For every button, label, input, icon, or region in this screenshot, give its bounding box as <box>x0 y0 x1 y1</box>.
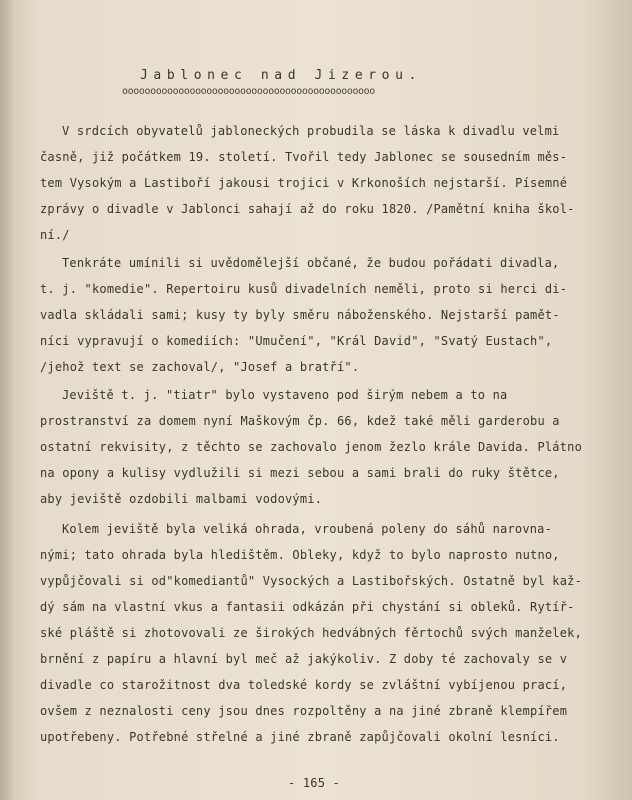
text-line: Kolem jeviště byla veliká ohrada, vroubená poleny do sáhů narovna- <box>62 522 553 536</box>
binding-shadow <box>0 0 14 800</box>
text-line: vypůjčovali si od"komediantů" Vysockých a Lastibořských. Ostatně byl kaž- <box>40 574 582 588</box>
text-line: vadla skládali sami; kusy ty byly směru náboženského. Nejstarší pamět- <box>40 308 560 322</box>
text-line: Jeviště t. j. "tiatr" bylo vystaveno pod širým nebem a to na <box>62 388 508 402</box>
text-line: dý sám na vlastní vkus a fantasii odkázán při chystání si obleků. Rytíř- <box>40 600 575 614</box>
text-line: /jehož text se zachoval/, "Josef a bratří". <box>40 360 360 374</box>
text-line: brnění z papíru a hlavní byl meč až jakýkoliv. Z doby té zachovaly se v <box>40 652 568 666</box>
text-line: prostranství za domem nyní Maškovým čp. 66, kdež také měli garderobu a <box>40 414 560 428</box>
text-line: ní./ <box>40 228 70 242</box>
text-line: nými; tato ohrada byla hledištěm. Obleky, když to bylo naprosto nutno, <box>40 548 560 562</box>
text-line: časně, již počátkem 19. století. Tvořil tedy Jablonec se sousedním měs- <box>40 150 568 164</box>
text-line: níci vypravují o komediích: "Umučení", "Král David", "Svatý Eustach", <box>40 334 553 348</box>
text-line: t. j. "komedie". Repertoiru kusů divadelních neměli, proto si herci di- <box>40 282 568 296</box>
text-line: aby jeviště ozdobili malbami vodovými. <box>40 492 323 506</box>
text-line: ské pláště si zhotovovali ze širokých hedvábných fěrtochů svých manželek, <box>40 626 582 640</box>
text-line: tem Vysokým a Lastiboří jakousi trojici v Krkonoších nejstarší. Písemné <box>40 176 568 190</box>
text-line: upotřebeny. Potřebné střelné a jiné zbraně zapůjčovali okolní lesníci. <box>40 730 560 744</box>
text-line: divadle co starožitnost dva toledské kordy se zvláštní vybíjenou prací, <box>40 678 568 692</box>
text-line: V srdcích obyvatelů jabloneckých probudila se láska k divadlu velmi <box>62 124 560 138</box>
text-line: zprávy o divadle v Jablonci sahají až do roku 1820. /Pamětní kniha škol- <box>40 202 575 216</box>
page-number: - 165 - <box>288 776 340 790</box>
text-line: na opony a kulisy vydlužili si mezi sebou a sami brali do ruky štětce, <box>40 466 560 480</box>
text-line: ostatní rekvisity, z těchto se zachovalo jenom žezlo krále Davida. Plátno <box>40 440 582 454</box>
text-line: Tenkráte umínili si uvědomělejší občané, že budou pořádati divadla, <box>62 256 560 270</box>
title-underline: ooooooooooooooooooooooooooooooooooooooooooooo <box>122 86 375 97</box>
text-line: ovšem z neznalosti ceny jsou dnes rozpoltěny a na jiné zbraně klempířem <box>40 704 568 718</box>
document-title: Jablonec nad Jizerou. <box>140 68 422 83</box>
